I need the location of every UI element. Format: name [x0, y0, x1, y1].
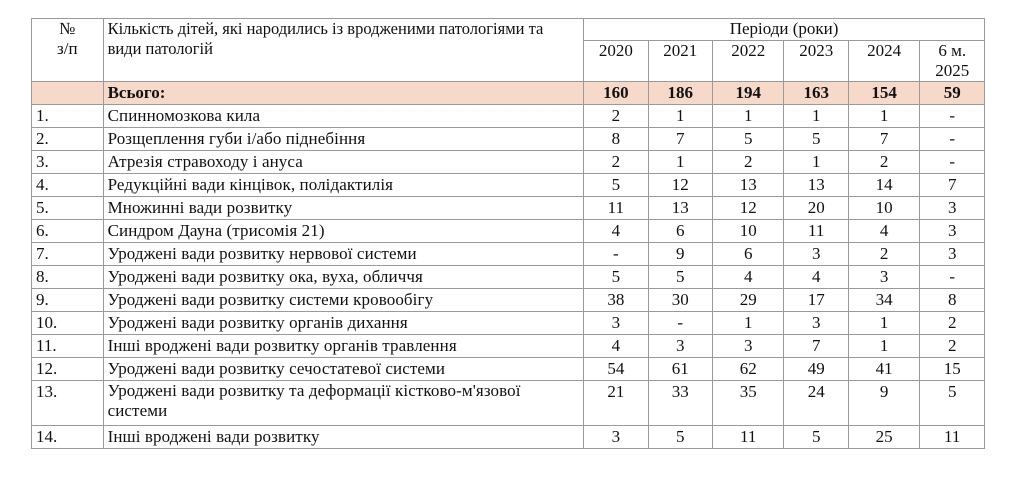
- row-value: 9: [848, 381, 920, 426]
- row-value: 2: [584, 105, 648, 128]
- row-value: 35: [712, 381, 784, 426]
- row-value: 13: [784, 174, 848, 197]
- row-value: 7: [848, 128, 920, 151]
- row-value: 1: [784, 105, 848, 128]
- row-value: 2: [920, 335, 985, 358]
- total-value: 186: [648, 82, 712, 105]
- row-value: 14: [848, 174, 920, 197]
- row-number: 2.: [32, 128, 104, 151]
- row-value: 5: [584, 266, 648, 289]
- row-value: 11: [584, 197, 648, 220]
- row-pathology-name: Редукційні вади кінцівок, полідактилія: [103, 174, 584, 197]
- row-number: 6.: [32, 220, 104, 243]
- row-pathology-name: Спинномозкова кила: [103, 105, 584, 128]
- row-value: 2: [920, 312, 985, 335]
- table-body: [32, 82, 985, 449]
- header-num: [32, 19, 104, 82]
- row-number: 12.: [32, 358, 104, 381]
- row-value: 4: [784, 266, 848, 289]
- table-row: [32, 243, 985, 266]
- row-value: 34: [848, 289, 920, 312]
- row-value: -: [648, 312, 712, 335]
- row-pathology-name: Уроджені вади розвитку сечостатевої системи: [103, 358, 584, 381]
- row-value: 8: [920, 289, 985, 312]
- row-number: 7.: [32, 243, 104, 266]
- row-value: 5: [648, 426, 712, 449]
- header-year: 2022: [712, 41, 784, 82]
- row-value: 2: [848, 151, 920, 174]
- header-year: 6 м. 2025: [920, 41, 985, 82]
- row-value: 5: [920, 381, 985, 426]
- row-number: 8.: [32, 266, 104, 289]
- row-value: 5: [784, 426, 848, 449]
- row-value: 3: [584, 312, 648, 335]
- total-num-cell: [32, 82, 104, 105]
- row-value: 21: [584, 381, 648, 426]
- row-value: 13: [648, 197, 712, 220]
- row-value: 54: [584, 358, 648, 381]
- row-number: 11.: [32, 335, 104, 358]
- row-value: 38: [584, 289, 648, 312]
- row-value: 3: [920, 197, 985, 220]
- row-value: 15: [920, 358, 985, 381]
- row-value: 3: [784, 312, 848, 335]
- row-pathology-name: Інші вроджені вади розвитку органів травлення: [103, 335, 584, 358]
- row-pathology-name: Синдром Дауна (трисомія 21): [103, 220, 584, 243]
- table-row: [32, 105, 985, 128]
- row-value: 41: [848, 358, 920, 381]
- row-value: 11: [784, 220, 848, 243]
- header-year: 2023: [784, 41, 848, 82]
- row-value: 3: [920, 243, 985, 266]
- row-value: 25: [848, 426, 920, 449]
- row-value: 10: [712, 220, 784, 243]
- total-row: [32, 82, 985, 105]
- table-row: [32, 174, 985, 197]
- row-value: 2: [712, 151, 784, 174]
- row-value: 3: [784, 243, 848, 266]
- row-value: 12: [712, 197, 784, 220]
- row-value: 1: [784, 151, 848, 174]
- row-pathology-name: Уроджені вади розвитку органів дихання: [103, 312, 584, 335]
- row-pathology-name: Уроджені вади розвитку та деформації кістково-м'язової системи: [103, 381, 584, 426]
- total-value: 154: [848, 82, 920, 105]
- row-value: -: [920, 105, 985, 128]
- row-value: 7: [784, 335, 848, 358]
- row-value: 3: [584, 426, 648, 449]
- row-value: 9: [648, 243, 712, 266]
- row-value: 17: [784, 289, 848, 312]
- total-value: 59: [920, 82, 985, 105]
- row-value: 5: [712, 128, 784, 151]
- row-number: 9.: [32, 289, 104, 312]
- row-value: 13: [712, 174, 784, 197]
- row-value: 4: [848, 220, 920, 243]
- row-value: 4: [584, 335, 648, 358]
- header-year: 2020: [584, 41, 648, 82]
- table-row: [32, 381, 985, 426]
- header-periods: Періоди (роки): [584, 19, 985, 41]
- row-pathology-name: Уроджені вади розвитку ока, вуха, обличчя: [103, 266, 584, 289]
- row-value: -: [920, 151, 985, 174]
- table-row: [32, 426, 985, 449]
- row-value: 3: [648, 335, 712, 358]
- row-value: 62: [712, 358, 784, 381]
- row-value: 7: [648, 128, 712, 151]
- row-value: 33: [648, 381, 712, 426]
- row-value: 2: [848, 243, 920, 266]
- table-row: [32, 220, 985, 243]
- row-value: 1: [848, 335, 920, 358]
- row-value: 11: [920, 426, 985, 449]
- row-pathology-name: Уроджені вади розвитку системи кровообігу: [103, 289, 584, 312]
- row-value: 6: [712, 243, 784, 266]
- row-value: 24: [784, 381, 848, 426]
- row-pathology-name: Атрезія стравоходу і ануса: [103, 151, 584, 174]
- header-year: 2024: [848, 41, 920, 82]
- row-value: 11: [712, 426, 784, 449]
- row-value: 1: [648, 151, 712, 174]
- table-row: [32, 358, 985, 381]
- table-row: [32, 289, 985, 312]
- row-value: 29: [712, 289, 784, 312]
- row-value: 1: [712, 312, 784, 335]
- row-value: 6: [648, 220, 712, 243]
- row-value: 2: [584, 151, 648, 174]
- row-value: 5: [784, 128, 848, 151]
- row-number: 13.: [32, 381, 104, 426]
- row-value: 1: [712, 105, 784, 128]
- header-num-label: № з/п: [57, 19, 78, 58]
- header-description: Кількість дітей, які народились із вродженими патологіями та види патологій: [103, 19, 584, 82]
- row-value: -: [920, 128, 985, 151]
- row-value: 5: [584, 174, 648, 197]
- row-value: 3: [920, 220, 985, 243]
- row-number: 3.: [32, 151, 104, 174]
- row-number: 1.: [32, 105, 104, 128]
- row-pathology-name: Множинні вади розвитку: [103, 197, 584, 220]
- table-row: [32, 151, 985, 174]
- row-value: 30: [648, 289, 712, 312]
- row-value: 4: [584, 220, 648, 243]
- row-pathology-name: Уроджені вади розвитку нервової системи: [103, 243, 584, 266]
- row-number: 10.: [32, 312, 104, 335]
- total-value: 160: [584, 82, 648, 105]
- row-value: 12: [648, 174, 712, 197]
- row-value: 1: [848, 105, 920, 128]
- header-year: 2021: [648, 41, 712, 82]
- row-value: -: [584, 243, 648, 266]
- row-value: 5: [648, 266, 712, 289]
- row-value: 3: [712, 335, 784, 358]
- row-value: 3: [848, 266, 920, 289]
- row-number: 5.: [32, 197, 104, 220]
- table-row: [32, 335, 985, 358]
- row-value: 61: [648, 358, 712, 381]
- total-value: 163: [784, 82, 848, 105]
- row-value: 4: [712, 266, 784, 289]
- row-number: 4.: [32, 174, 104, 197]
- total-label: Всього:: [103, 82, 584, 105]
- row-value: 20: [784, 197, 848, 220]
- row-number: 14.: [32, 426, 104, 449]
- pathology-table: [31, 18, 985, 449]
- row-pathology-name: Розщеплення губи і/або піднебіння: [103, 128, 584, 151]
- row-value: 10: [848, 197, 920, 220]
- row-value: -: [920, 266, 985, 289]
- table-row: [32, 128, 985, 151]
- row-value: 49: [784, 358, 848, 381]
- table-row: [32, 266, 985, 289]
- total-value: 194: [712, 82, 784, 105]
- table-row: [32, 312, 985, 335]
- row-pathology-name: Інші вроджені вади розвитку: [103, 426, 584, 449]
- row-value: 8: [584, 128, 648, 151]
- row-value: 1: [848, 312, 920, 335]
- table-row: [32, 197, 985, 220]
- row-value: 1: [648, 105, 712, 128]
- row-value: 7: [920, 174, 985, 197]
